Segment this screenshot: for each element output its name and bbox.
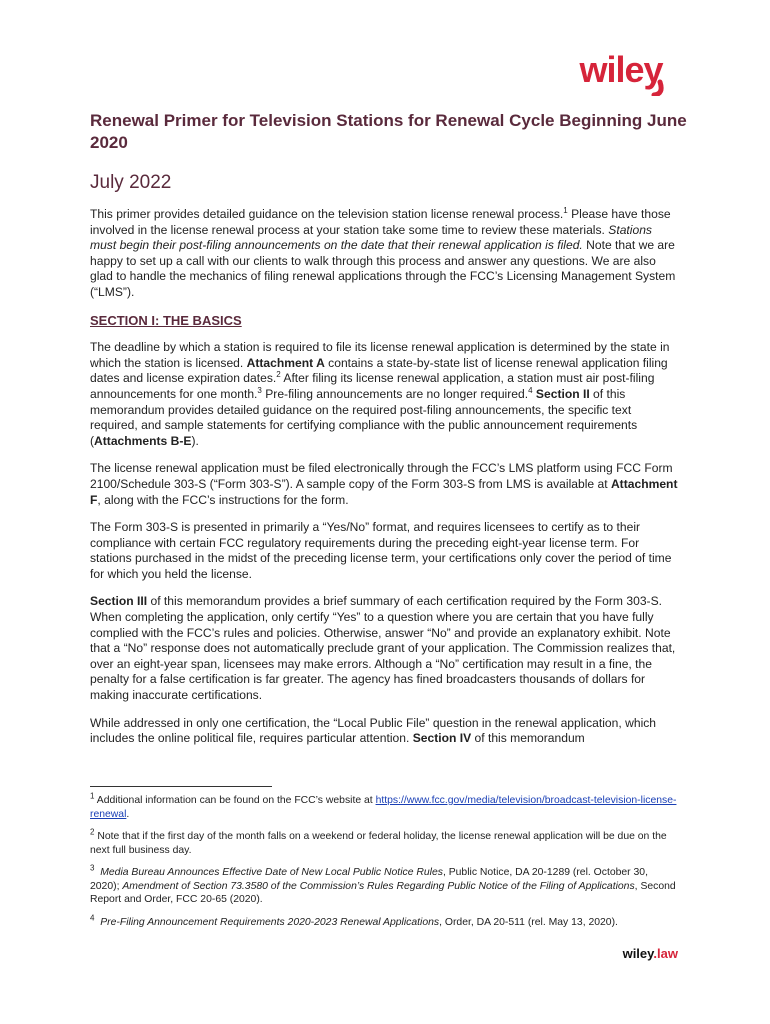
- document-body: [90, 207, 680, 759]
- footnote-ref-2: 2: [276, 370, 281, 380]
- section-1-paragraph-4: Section III of this memorandum provides a brief summary of each certification required by the Form 303-S. When completing the application, only certify “Yes” to a question where you are certain that you have fully complied with the FCC’s rules and policies. Otherwise, answer “No” and provide an explanatory exhibit. Note that a “No” response does not automatically preclude grant of your application. The Commission realizes that, over an eight-year span, licensees may make errors. Although a “No” certification may result in a fine, the penalty for a false certification is far greater. The agency has fined broadcasters thousands of dollars for making inaccurate certifications.: [90, 594, 676, 703]
- footnote-3: $^3$ Media Bureau Announces Effective Date of New Local Public Notice Rules, Public Notice, DA 20-1289 (rel. October 30, 2020); Amendment of Section 73.3580 of the Commission’s Rules Regarding Public Notice of the Filing of Applications, Second Report and Order, FCC 20-65 (2020).: [90, 863, 676, 905]
- footnote-4: $^4$ Pre-Filing Announcement Requirements 2020-2023 Renewal Applications, Order, DA 20-511 (rel. May 13, 2020).: [90, 913, 618, 928]
- section-1-paragraph-5: While addressed in only one certification, the “Local Public File” question in the renewal application, which includes the online political file, requires particular attention. Section IV of this memorandum: [90, 715, 657, 746]
- wiley-logo-icon: [564, 52, 678, 96]
- footnote-2: $^2$ Note that if the first day of the month falls on a weekend or federal holiday, the license renewal application will be due on the next full business day.: [90, 827, 667, 856]
- section-1-heading: SECTION I: THE BASICS: [90, 312, 242, 328]
- document-date: July 2022: [90, 172, 172, 193]
- footnote-ref-1: 1: [563, 205, 568, 215]
- footer-logo: wiley.law: [622, 946, 678, 961]
- document-title: Renewal Primer for Television Stations for Renewal Cycle Beginning June 2020: [90, 111, 687, 152]
- footnotes: [90, 791, 680, 938]
- section-1-paragraph-1: The deadline by which a station is required to file its license renewal application is determined by the state in which the station is licensed. Attachment A contains a state-by-state list of license renewal application filing dates and license expiration dates.$^2$ After filing its license renewal application, a station must air post-filing announcements for one month.$^3$ Pre-filing announcements are no longer required.$^4$ Section II of this memorandum provides detailed guidance on the required post-filing announcements, the specific text required, and sample statements for certifying compliance with the public announcement requirements (Attachments B-E).: [90, 340, 670, 448]
- logo-wordmark: wiley: [579, 52, 663, 90]
- intro-paragraph: This primer provides detailed guidance on the television station license renewal process.$^1$ Please have those involved in the license renewal process at your station take some time to review these materials. Stations must begin their post-filing announcements on the date that their renewal application is filed. Note that we are happy to set up a call with our clients to walk through this process and answer any questions. We are also glad to handle the mechanics of filing renewal applications through the FCC’s Licensing Management System (“LMS”).: [90, 205, 676, 299]
- footnote-divider: [90, 786, 272, 787]
- footnote-ref-3: 3: [257, 385, 262, 395]
- section-1-paragraph-2: The license renewal application must be filed electronically through the FCC’s LMS platform using FCC Form 2100/Schedule 303-S (“Form 303-S”). A sample copy of the Form 303-S from LMS is available at Attachment F, along with the FCC’s instructions for the form.: [90, 461, 678, 507]
- footnote-ref-4: 4: [528, 385, 533, 395]
- fcc-renewal-link[interactable]: https://www.fcc.gov/media/television/broadcast-television-license-renewal: [90, 795, 677, 820]
- section-1-paragraph-3: The Form 303-S is presented in primarily a “Yes/No” format, and requires licensees to certify as to their compliance with certain FCC regulatory requirements during the preceding eight-year license term. For stations purchased in the midst of the preceding license term, your certifications only cover the period of time for which you held the license.: [90, 520, 672, 581]
- footnote-1: $^1$ Additional information can be found on the FCC’s website at https://www.fcc.gov/media/television/broadcast-television-license-renewal.: [90, 791, 677, 820]
